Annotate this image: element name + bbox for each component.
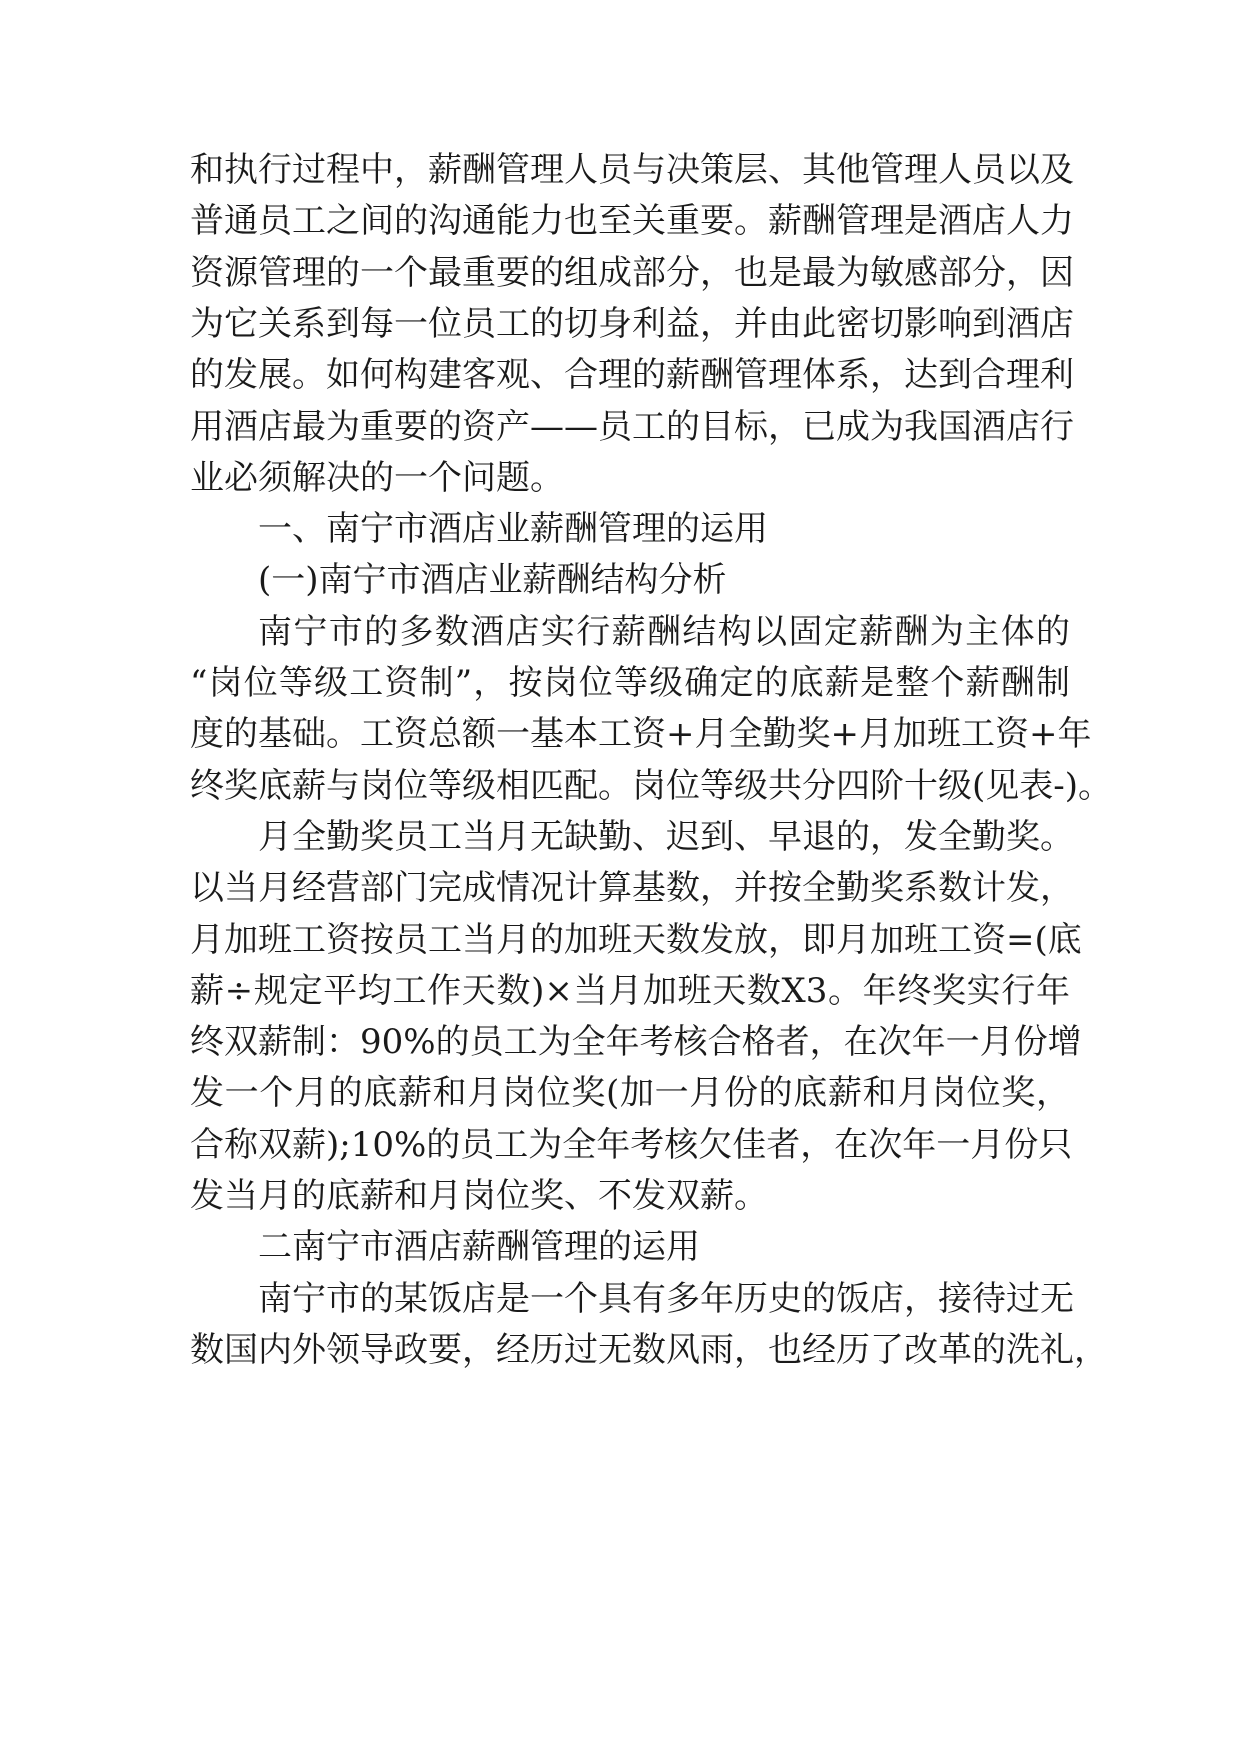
text-line: 发一个月的底薪和月岗位奖(加一月份的底薪和月岗位奖，	[190, 1073, 1070, 1113]
text-line: 业必须解决的一个问题。	[190, 458, 564, 498]
text-line: 南宁市的某饭店是一个具有多年历史的饭店，接待过无	[258, 1279, 1074, 1319]
text-line: 以当月经营部门完成情况计算基数，并按全勤奖系数计发，	[190, 868, 1074, 908]
text-line: 为它关系到每一位员工的切身利益，并由此密切影响到酒店	[190, 304, 1074, 344]
text-line: (一)南宁市酒店业薪酬结构分析	[258, 560, 727, 600]
text-line: 月全勤奖员工当月无缺勤、迟到、早退的，发全勤奖。	[258, 817, 1074, 857]
text-line: 二南宁市酒店薪酬管理的运用	[258, 1227, 700, 1267]
text-line: 普通员工之间的沟通能力也至关重要。薪酬管理是酒店人力	[190, 201, 1074, 241]
text-line: 终双薪制：90%的员工为全年考核合格者，在次年一月份增	[190, 1022, 1082, 1062]
text-line: 度的基础。工资总额一基本工资+月全勤奖+月加班工资+年	[190, 714, 1092, 754]
text-line: 资源管理的一个最重要的组成部分，也是最为敏感部分，因	[190, 253, 1074, 293]
text-line: 南宁市的多数酒店实行薪酬结构以固定薪酬为主体的	[258, 612, 1070, 652]
text-line: 和执行过程中，薪酬管理人员与决策层、其他管理人员以及	[190, 150, 1074, 190]
text-line: 一、南宁市酒店业薪酬管理的运用	[258, 509, 768, 549]
text-line: “岗位等级工资制”，按岗位等级确定的底薪是整个薪酬制	[190, 663, 1070, 703]
text-line: 合称双薪);10%的员工为全年考核欠佳者，在次年一月份只	[190, 1125, 1073, 1165]
text-line: 的发展。如何构建客观、合理的薪酬管理体系，达到合理利	[190, 355, 1074, 395]
text-line: 发当月的底薪和月岗位奖、不发双薪。	[190, 1176, 768, 1216]
text-line: 数国内外领导政要，经历过无数风雨，也经历了改革的洗礼，	[190, 1330, 1108, 1370]
text-line: 用酒店最为重要的资产——员工的目标，已成为我国酒店行	[190, 407, 1074, 447]
text-line: 月加班工资按员工当月的加班天数发放，即月加班工资=(底	[190, 920, 1082, 960]
text-line: 薪÷规定平均工作天数)×当月加班天数X3。年终奖实行年	[190, 971, 1070, 1011]
text-line: 终奖底薪与岗位等级相匹配。岗位等级共分四阶十级(见表-)。	[190, 766, 1113, 806]
